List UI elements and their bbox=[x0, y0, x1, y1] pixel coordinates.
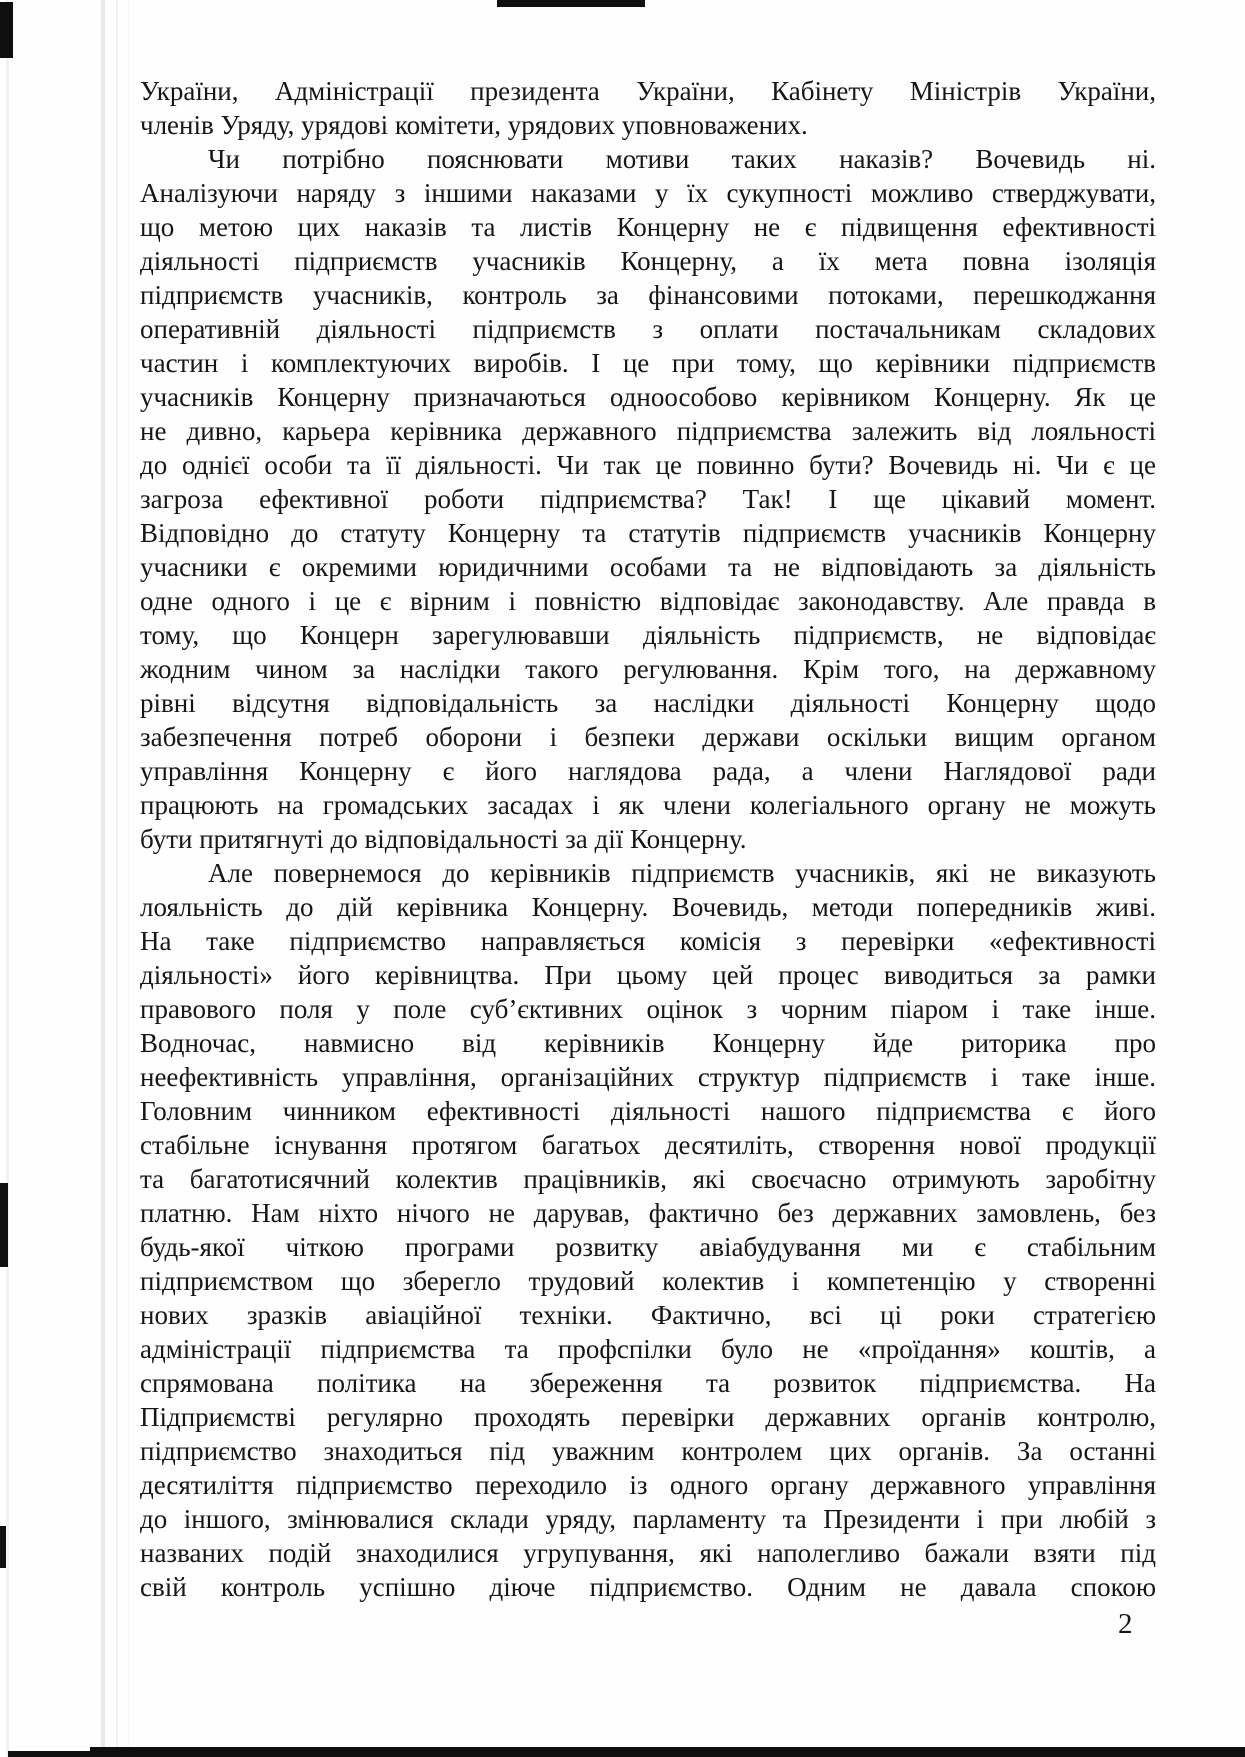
text-line: учасники є окремими юридичними особами та не відповідають за діяльність bbox=[140, 552, 1156, 582]
text-line: що метою цих наказів та листів Концерну не є підвищення ефективності bbox=[140, 212, 1156, 242]
text-line: Але повернемося до керівників підприємств учасників, які не виказують bbox=[208, 858, 1156, 888]
text-line: забезпечення потреб оборони і безпеки держави оскільки вищим органом bbox=[140, 722, 1156, 752]
scan-streak bbox=[128, 0, 129, 1757]
scan-edge-artifact bbox=[497, 0, 645, 7]
text-line: членів Уряду, урядові комітети, урядових уповноважених. bbox=[140, 110, 808, 140]
text-line: України, Адміністрації президента України, Кабінету Міністрів України, bbox=[140, 76, 1156, 106]
text-line: правового поля у поле суб’єктивних оцінок з чорним піаром і таке інше. bbox=[140, 994, 1156, 1024]
text-line: платню. Нам ніхто нічого не дарував, фактично без державних замовлень, без bbox=[140, 1198, 1156, 1228]
text-line: Чи потрібно пояснювати мотиви таких наказів? Вочевидь ні. bbox=[208, 144, 1156, 174]
text-line: десятиліття підприємство переходило із одного органу державного управління bbox=[140, 1470, 1156, 1500]
text-line: загроза ефективної роботи підприємства? Так! І ще цікавий момент. bbox=[140, 484, 1156, 514]
text-line: Підприємстві регулярно проходять перевірки державних органів контролю, bbox=[140, 1402, 1156, 1432]
text-line: лояльність до дій керівника Концерну. Вочевидь, методи попередників живі. bbox=[140, 892, 1156, 922]
text-line: названих подій знаходилися угрупування, які наполегливо бажали взяти під bbox=[140, 1538, 1156, 1568]
text-line: підприємств учасників, контроль за фінансовими потоками, перешкоджання bbox=[140, 280, 1156, 310]
text-line: свій контроль успішно діюче підприємство. Одним не давала спокою bbox=[140, 1572, 1156, 1602]
text-line: працюють на громадських засадах і як члени колегіального органу не можуть bbox=[140, 790, 1156, 820]
text-line: до однієї особи та її діяльності. Чи так це повинно бути? Вочевидь ні. Чи є це bbox=[140, 450, 1156, 480]
text-line: Водночас, навмисно від керівників Концерну йде риторика про bbox=[140, 1028, 1156, 1058]
text-line: діяльності» його керівництва. При цьому цей процес виводиться за рамки bbox=[140, 960, 1156, 990]
text-line: рівні відсутня відповідальність за наслідки діяльності Концерну щодо bbox=[140, 688, 1156, 718]
text-line: спрямована політика на збереження та розвиток підприємства. На bbox=[140, 1368, 1156, 1398]
text-line: будь-якої чіткою програми розвитку авіабудування ми є стабільним bbox=[140, 1232, 1156, 1262]
text-line: та багатотисячний колектив працівників, які своєчасно отримують заробітну bbox=[140, 1164, 1156, 1194]
text-line: підприємством що зберегло трудовий колектив і компетенцію у створенні bbox=[140, 1266, 1156, 1296]
scan-streak bbox=[116, 0, 118, 1757]
text-line: управління Концерну є його наглядова рада, а члени Наглядової ради bbox=[140, 756, 1156, 786]
text-line: Головним чинником ефективності діяльності нашого підприємства є його bbox=[140, 1096, 1156, 1126]
text-line: бути притягнуті до відповідальності за дії Концерну. bbox=[140, 824, 747, 854]
scan-edge-artifact bbox=[0, 1526, 6, 1568]
scan-streak bbox=[101, 0, 105, 1757]
scan-edge-artifact bbox=[0, 2, 13, 58]
text-line: стабільне існування протягом багатьох десятиліть, створення нової продукції bbox=[140, 1130, 1156, 1160]
scan-edge-artifact bbox=[8, 1751, 92, 1757]
text-line: до іншого, змінювалися склади уряду, парламенту та Президенти і при любій з bbox=[140, 1504, 1156, 1534]
text-line: підприємство знаходиться під уважним контролем цих органів. За останні bbox=[140, 1436, 1156, 1466]
scan-edge-artifact bbox=[90, 1747, 1245, 1757]
text-line: оперативній діяльності підприємств з оплати постачальникам складових bbox=[140, 314, 1156, 344]
text-line: На таке підприємство направляється комісія з перевірки «ефективності bbox=[140, 926, 1156, 956]
text-line: Аналізуючи наряду з іншими наказами у їх сукупності можливо стверджувати, bbox=[140, 178, 1156, 208]
text-line: тому, що Концерн зарегулювавши діяльність підприємств, не відповідає bbox=[140, 620, 1156, 650]
text-line: жодним чином за наслідки такого регулювання. Крім того, на державному bbox=[140, 654, 1156, 684]
text-line: адміністрації підприємства та профспілки було не «проїдання» коштів, а bbox=[140, 1334, 1156, 1364]
document-text bbox=[140, 74, 1156, 1604]
page-number: 2 bbox=[1118, 1608, 1133, 1640]
text-line: нових зразків авіаційної техніки. Фактично, всі ці роки стратегією bbox=[140, 1300, 1156, 1330]
scan-streak bbox=[6, 0, 9, 1757]
text-line: частин і комплектуючих виробів. І це при тому, що керівники підприємств bbox=[140, 348, 1156, 378]
text-line: Відповідно до статуту Концерну та статутів підприємств учасників Концерну bbox=[140, 518, 1156, 548]
text-line: неефективність управління, організаційних структур підприємств і таке інше. bbox=[140, 1062, 1156, 1092]
scan-edge-artifact bbox=[0, 1183, 8, 1267]
text-line: діяльності підприємств учасників Концерну, а їх мета повна ізоляція bbox=[140, 246, 1156, 276]
text-line: не дивно, карьера керівника державного підприємства залежить від лояльності bbox=[140, 416, 1156, 446]
text-line: одне одного і це є вірним і повністю відповідає законодавству. Але правда в bbox=[140, 586, 1156, 616]
text-line: учасників Концерну призначаються одноособово керівником Концерну. Як це bbox=[140, 382, 1156, 412]
